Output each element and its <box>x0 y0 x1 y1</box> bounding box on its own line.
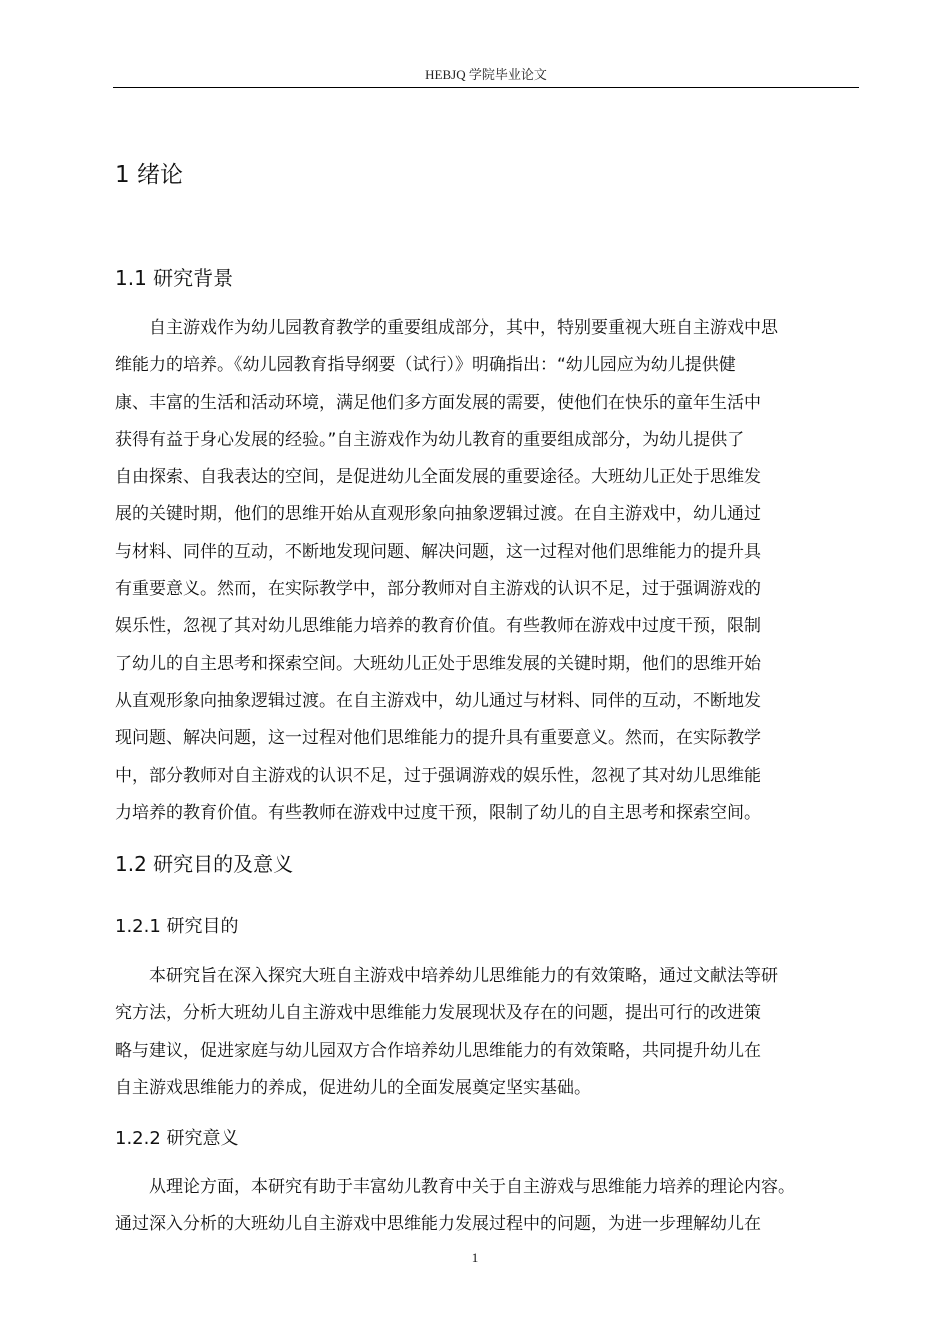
paragraph-research-significance <box>115 1169 859 1244</box>
paragraph-line: 力培养的教育价值。有些教师在游戏中过度干预，限制了幼儿的自主思考和探索空间。 <box>115 802 761 823</box>
section-title-1-1: 1.1 研究背景 <box>115 266 234 290</box>
paragraph-line: 娱乐性，忽视了其对幼儿思维能力培养的教育价值。有些教师在游戏中过度干预，限制 <box>115 616 761 637</box>
page-header: HEBJQ 学院毕业论文 <box>425 67 547 82</box>
paragraph-line: 展的关键时期，他们的思维开始从直观形象向抽象逻辑过渡。在自主游戏中，幼儿通过 <box>115 504 761 525</box>
section-title-1-2: 1.2 研究目的及意义 <box>115 852 294 876</box>
paragraph-line: 获得有益于身心发展的经验。”自主游戏作为幼儿教育的重要组成部分，为幼儿提供了 <box>115 429 745 450</box>
paragraph-line: 现问题、解决问题，这一过程对他们思维能力的提升具有重要意义。然而，在实际教学 <box>115 728 761 749</box>
header-rule <box>113 87 859 88</box>
paragraph-line: 从理论方面，本研究有助于丰富幼儿教育中关于自主游戏与思维能力培养的理论内容。 <box>149 1177 795 1197</box>
paragraph-research-background <box>115 310 859 832</box>
paragraph-line: 有重要意义。然而，在实际教学中，部分教师对自主游戏的认识不足，过于强调游戏的 <box>115 579 761 600</box>
section-title-1-2-1: 1.2.1 研究目的 <box>115 916 239 937</box>
paragraph-line: 从直观形象向抽象逻辑过渡。在自主游戏中，幼儿通过与材料、同伴的互动，不断地发 <box>115 690 761 711</box>
paragraph-line: 通过深入分析的大班幼儿自主游戏中思维能力发展过程中的问题，为进一步理解幼儿在 <box>115 1214 761 1235</box>
paragraph-line: 中，部分教师对自主游戏的认识不足，过于强调游戏的娱乐性，忽视了其对幼儿思维能 <box>115 765 761 786</box>
paragraph-research-purpose <box>115 958 859 1107</box>
paragraph-line: 略与建议，促进家庭与幼儿园双方合作培养幼儿思维能力的有效策略，共同提升幼儿在 <box>115 1040 761 1061</box>
section-title-1-2-2: 1.2.2 研究意义 <box>115 1128 239 1149</box>
chapter-title: 1 绪论 <box>115 162 183 188</box>
paragraph-line: 自主游戏思维能力的养成，促进幼儿的全面发展奠定坚实基础。 <box>115 1077 591 1098</box>
paragraph-line: 了幼儿的自主思考和探索空间。大班幼儿正处于思维发展的关键时期，他们的思维开始 <box>115 653 761 674</box>
page-number: 1 <box>471 1250 479 1265</box>
paragraph-line: 本研究旨在深入探究大班自主游戏中培养幼儿思维能力的有效策略，通过文献法等研 <box>149 966 778 986</box>
paragraph-line: 与材料、同伴的互动，不断地发现问题、解决问题，这一过程对他们思维能力的提升具 <box>115 541 761 562</box>
paragraph-line: 自由探索、自我表达的空间，是促进幼儿全面发展的重要途径。大班幼儿正处于思维发 <box>115 467 761 488</box>
paragraph-line: 自主游戏作为幼儿园教育教学的重要组成部分，其中，特别要重视大班自主游戏中思 <box>149 318 778 338</box>
paragraph-line: 究方法，分析大班幼儿自主游戏中思维能力发展现状及存在的问题，提出可行的改进策 <box>115 1003 761 1024</box>
paragraph-line: 康、丰富的生活和活动环境，满足他们多方面发展的需要，使他们在快乐的童年生活中 <box>115 392 761 413</box>
paragraph-line: 维能力的培养。《幼儿园教育指导纲要（试行）》明确指出：“幼儿园应为幼儿提供健 <box>115 355 736 376</box>
